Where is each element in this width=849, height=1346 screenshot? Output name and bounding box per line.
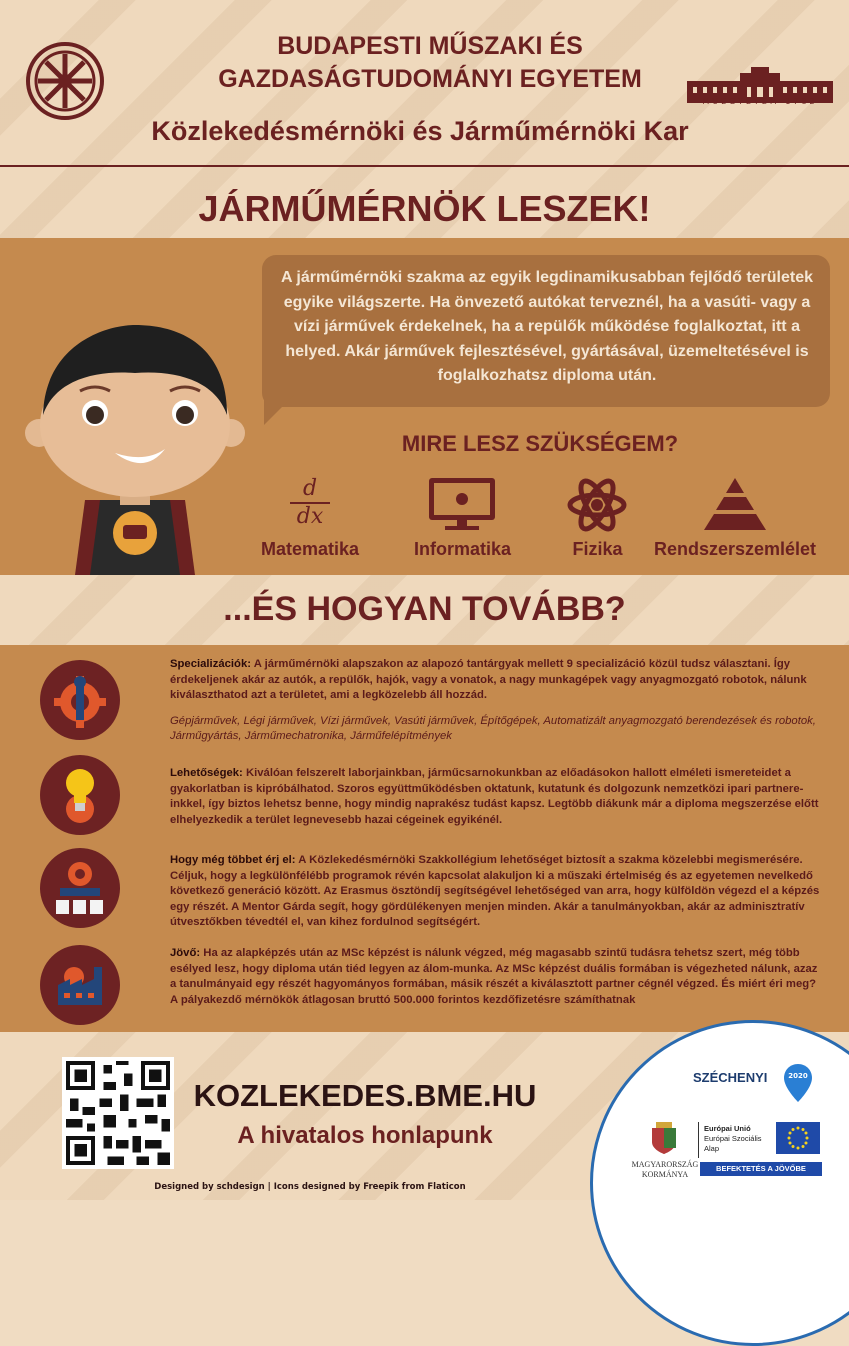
team-gear-icon: [40, 848, 120, 928]
eu-divider: [698, 1122, 699, 1158]
eu-slogan: BEFEKTETÉS A JÖVŐBE: [700, 1162, 822, 1176]
government-label: [620, 1160, 710, 1180]
eu-line-3: Alap: [704, 1144, 720, 1153]
derivative-numerator: d: [302, 476, 318, 501]
section-text: Ha az alapképzés után az MSc képzést is nálunk végzed, még magasabb szintű tudásra tehetsz szert, még több esélyed lesz, hogy diploma után tiéd legyen az álom-munka. Az MSc képzést duális formában is végezheted nálunk, azaz a tanulmányaid egy részét hagyományos formában, másik részét a kiválasztott partner cégnél végzed. És miért éri meg? A pályakezdő mérnökök átlagosan bruttó 500.000 forintos kezdőfizetésre számíthatnak: [170, 947, 818, 1006]
skill-label-rendszerszemlelet: Rendszerszemlélet: [653, 539, 817, 559]
szechenyi-pin-icon: [782, 1062, 814, 1104]
university-name: [160, 30, 700, 96]
eu-flag-icon: [776, 1122, 820, 1154]
student-character-illustration: [15, 325, 255, 575]
section-specializaciok: [170, 657, 820, 745]
section-tobbet: [170, 853, 820, 931]
section-icon-circle: [40, 945, 120, 1025]
qr-code-icon[interactable]: [62, 1057, 174, 1169]
page-title: JÁRMŰMÉRNÖK LESZEK!: [198, 188, 651, 229]
section-text: A Közlekedésmérnöki Szakkollégium lehetőséget biztosít a szakma közelebbi megismerésére. Céljuk, hogy a legkülönfélébb programok révén kapcsolat alakuljon ki a műszaki értelmiség és az egyetemen nevelkedő következő generáció között. Az Erasmus ösztöndíj segítségével lehetőséged van arra, hogy külföldön végezd el a képzés egy részét. A Mentor Gárda segít, hogy gördülékenyen menjen minden. Akár a tanulmányokban, akár az adminisztratív útvesztőkben tévedtél el, van kihez fordulnod segítségért.: [170, 854, 820, 928]
section-text: A járműmérnöki alapszakon az alapozó tantárgyak mellett 9 specializáció közül tudsz választani. Így érdekeljenek akár az autók, a repülők, hajók, vagy a vonatok, a nagy munkagépek vagy anyagmozgató robotok, nálunk kiválaszthatod azt a területet, ami a legközelebb áll hozzád.: [170, 658, 807, 701]
factory-gear-icon: [40, 945, 120, 1025]
bme-wheel-logo-icon: [25, 41, 105, 121]
qr-code-pattern: [66, 1061, 170, 1165]
pyramid-icon: [700, 476, 770, 532]
szechenyi-year: 2020: [788, 1072, 808, 1080]
section-icon-circle: [40, 848, 120, 928]
design-credit: Designed by schdesign | Icons designed by Freepik from Flaticon: [154, 1182, 466, 1192]
government-line-1: MAGYARORSZÁG: [631, 1160, 699, 1169]
section-title: Specializációk:: [170, 658, 251, 670]
header-divider: [0, 165, 849, 167]
university-line-2: GAZDASÁGTUDOMÁNYI EGYETEM: [218, 65, 642, 93]
monitor-icon: [427, 476, 497, 532]
szechenyi-label: SZÉCHENYI: [693, 1070, 768, 1085]
section-text: Kiválóan felszerelt laborjainkban, járműcsarnokunkban az előadásokon hallott elméleti ismereteidet a gyakorlatban is kipróbálhatod. Szoros együttműködésben oktatunk, kutatunk és dolgozunk nemzetközi ipari partnere-inkkel, így biztos lehetsz benne, hogy mindig naprakész tudást kapsz. Legtöbb diákunk már a diploma megszerzése előtt elhelyezkedik a terület legnevesebb hazai cégeinek egyikénél.: [170, 767, 819, 826]
intro-text: A járműmérnöki szakma az egyik legdinamikusabban fejlődő területek egyike világszerte. Ha önvezető autókat terveznél, ha a vasúti- vagy a vízi járművek érdekelnek, ha a repülők működése foglalkoztat, itt a helyed. Akár járművek fejlesztésével, gyártásával, üzemeltetésével is foglalkozhatsz diploma után.: [280, 269, 814, 384]
section-icon-circle: [40, 755, 120, 835]
section-lehetosegek: [170, 766, 820, 828]
building-caption: MŰEGYETEM 1782: [702, 97, 818, 106]
government-line-2: KORMÁNYA: [641, 1170, 689, 1179]
skill-label-informatika: Informatika: [413, 539, 512, 559]
section-title: Jövő:: [170, 947, 201, 959]
faculty-name: Közlekedésmérnöki és Járműmérnöki Kar: [151, 116, 689, 146]
section-icon-circle: [40, 660, 120, 740]
website-url[interactable]: KOZLEKEDES.BME.HU: [193, 1078, 537, 1113]
university-line-1: BUDAPESTI MŰSZAKI ÉS: [277, 32, 583, 60]
atom-icon: [567, 475, 627, 535]
next-heading: ...ÉS HOGYAN TOVÁBB?: [223, 590, 626, 628]
section-title: Lehetőségek:: [170, 767, 243, 779]
speech-bubble-tail: [264, 395, 294, 425]
section-title: Hogy még többet érj el:: [170, 854, 296, 866]
skills-heading: MIRE LESZ SZÜKSÉGEM?: [401, 431, 679, 456]
eu-line-2: Európai Szociális: [704, 1134, 762, 1143]
hungarian-coat-of-arms-icon: [650, 1120, 678, 1156]
section-jovo: [170, 946, 820, 1008]
lightbulb-gear-icon: [40, 755, 120, 835]
specialization-list: Gépjárművek, Légi járművek, Vízi járművek, Vasúti járművek, Építőgépek, Automatizált anyagmozgató berendezések és robotok, Járműgyártás, Járműmechatronika, Járműfelépítmények: [170, 714, 816, 742]
derivative-denominator: dx: [296, 504, 324, 529]
gear-wrench-icon: [40, 660, 120, 740]
skill-label-fizika: Fizika: [572, 539, 623, 559]
skill-label-matematika: Matematika: [260, 539, 360, 559]
eu-fund-label: [704, 1124, 762, 1154]
eu-line-1: Európai Unió: [704, 1124, 751, 1133]
website-subtitle: A hivatalos honlapunk: [237, 1122, 493, 1149]
derivative-icon: [280, 478, 340, 528]
